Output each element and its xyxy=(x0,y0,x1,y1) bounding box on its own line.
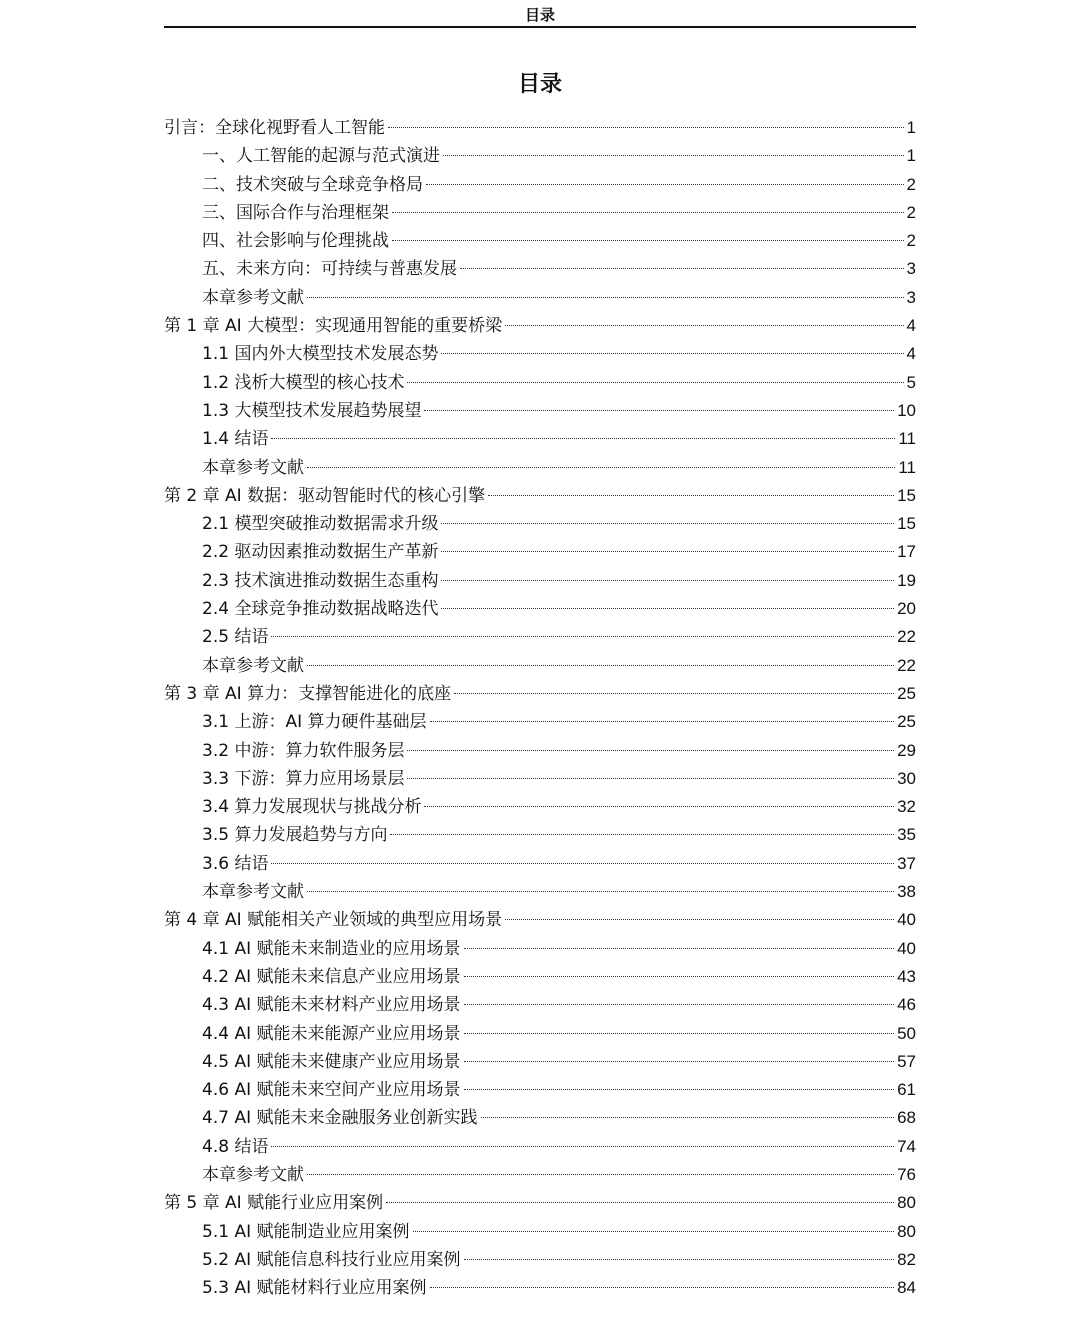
toc-section-entry[interactable] xyxy=(164,1133,916,1161)
toc-entry-page-number: 15 xyxy=(897,485,916,505)
toc-entry-page-number: 3 xyxy=(906,287,916,307)
toc-section-entry[interactable] xyxy=(164,142,916,170)
toc-dot-leader xyxy=(271,1146,894,1147)
toc-entry-title: 本章参考文献 xyxy=(202,287,304,308)
toc-entry-title: 4.8 结语 xyxy=(202,1136,269,1157)
toc-entry-title: 3.3 下游：算力应用场景层 xyxy=(202,768,405,789)
toc-entry-page-number: 80 xyxy=(897,1221,916,1241)
toc-dot-leader xyxy=(430,1287,895,1288)
toc-entry-title: 一、人工智能的起源与范式演进 xyxy=(202,146,440,167)
toc-entry-title: 3.5 算力发展趋势与方向 xyxy=(202,825,388,846)
toc-dot-leader xyxy=(307,1174,894,1175)
toc-entry-page-number: 1 xyxy=(906,118,916,137)
toc-section-entry[interactable] xyxy=(164,878,916,906)
toc-entry-title: 本章参考文献 xyxy=(202,457,304,478)
toc-dot-leader xyxy=(464,1033,895,1034)
toc-dot-leader xyxy=(307,891,894,892)
toc-entry-page-number: 3 xyxy=(906,259,916,279)
toc-section-entry[interactable] xyxy=(164,171,916,199)
toc-dot-leader xyxy=(454,693,894,694)
toc-section-entry[interactable] xyxy=(164,425,916,453)
toc-entry-title: 3.4 算力发展现状与挑战分析 xyxy=(202,797,422,818)
toc-dot-leader xyxy=(388,127,904,128)
toc-entry-page-number: 2 xyxy=(906,174,916,194)
toc-section-entry[interactable] xyxy=(164,255,916,283)
toc-entry-title: 二、技术突破与全球竞争格局 xyxy=(202,174,423,195)
toc-entry-page-number: 25 xyxy=(897,683,916,703)
toc-entry-title: 四、社会影响与伦理挑战 xyxy=(202,231,389,252)
toc-dot-leader xyxy=(407,778,894,779)
toc-section-entry[interactable] xyxy=(164,850,916,878)
page-title: 目录 xyxy=(517,72,562,97)
toc-section-entry[interactable] xyxy=(164,623,916,651)
toc-entry-title: 第 5 章 AI 赋能行业应用案例 xyxy=(164,1193,384,1214)
toc-chapter-entry[interactable] xyxy=(164,906,916,934)
toc-section-entry[interactable] xyxy=(164,397,916,425)
toc-entry-page-number: 80 xyxy=(897,1193,916,1213)
toc-entry-title: 4.7 AI 赋能未来金融服务业创新实践 xyxy=(202,1108,478,1129)
toc-dot-leader xyxy=(441,551,894,552)
toc-entry-page-number: 37 xyxy=(897,853,916,873)
toc-section-entry[interactable] xyxy=(164,737,916,765)
toc-section-entry[interactable] xyxy=(164,765,916,793)
toc-chapter-entry[interactable] xyxy=(164,1189,916,1217)
toc-section-entry[interactable] xyxy=(164,1104,916,1132)
toc-entry-title: 2.1 模型突破推动数据需求升级 xyxy=(202,514,439,535)
toc-section-entry[interactable] xyxy=(164,1048,916,1076)
toc-dot-leader xyxy=(488,495,894,496)
toc-section-entry[interactable] xyxy=(164,991,916,1019)
toc-section-entry[interactable] xyxy=(164,199,916,227)
toc-entry-title: 第 1 章 AI 大模型：实现通用智能的重要桥梁 xyxy=(164,316,503,337)
toc-dot-leader xyxy=(441,353,903,354)
toc-section-entry[interactable] xyxy=(164,510,916,538)
toc-entry-page-number: 46 xyxy=(897,995,916,1015)
toc-section-entry[interactable] xyxy=(164,1246,916,1274)
toc-chapter-entry[interactable] xyxy=(164,482,916,510)
toc-dot-leader xyxy=(481,1117,895,1118)
toc-entry-page-number: 11 xyxy=(898,457,916,477)
toc-entry-page-number: 15 xyxy=(897,514,916,534)
toc-dot-leader xyxy=(307,665,894,666)
toc-entry-title: 3.2 中游：算力软件服务层 xyxy=(202,740,405,761)
toc-section-entry[interactable] xyxy=(164,227,916,255)
toc-entry-page-number: 2 xyxy=(906,202,916,222)
toc-dot-leader xyxy=(460,268,904,269)
toc-dot-leader xyxy=(430,721,895,722)
toc-dot-leader xyxy=(464,1259,895,1260)
toc-entry-page-number: 10 xyxy=(897,400,916,420)
toc-entry-page-number: 29 xyxy=(897,740,916,760)
toc-dot-leader xyxy=(271,636,894,637)
toc-entry-title: 三、国际合作与治理框架 xyxy=(202,202,389,223)
toc-entry-title: 第 4 章 AI 赋能相关产业领域的典型应用场景 xyxy=(164,910,503,931)
toc-entry-title: 4.2 AI 赋能未来信息产业应用场景 xyxy=(202,966,461,987)
toc-entry-page-number: 40 xyxy=(897,938,916,958)
toc-entry-title: 五、未来方向：可持续与普惠发展 xyxy=(202,259,457,280)
toc-entry-title: 第 3 章 AI 算力：支撑智能进化的底座 xyxy=(164,683,452,704)
toc-entry-title: 本章参考文献 xyxy=(202,1164,304,1185)
toc-chapter-entry[interactable] xyxy=(164,114,916,142)
toc-section-entry[interactable] xyxy=(164,963,916,991)
toc-dot-leader xyxy=(407,382,903,383)
toc-section-entry[interactable] xyxy=(164,1218,916,1246)
toc-entry-title: 1.1 国内外大模型技术发展态势 xyxy=(202,344,439,365)
toc-entry-page-number: 84 xyxy=(897,1278,916,1298)
toc-entry-page-number: 5 xyxy=(906,372,916,392)
toc-entry-title: 3.1 上游：AI 算力硬件基础层 xyxy=(202,712,427,733)
toc-entry-title: 5.3 AI 赋能材料行业应用案例 xyxy=(202,1278,427,1299)
toc-dot-leader xyxy=(426,184,904,185)
toc-entry-title: 2.3 技术演进推动数据生态重构 xyxy=(202,570,439,591)
running-header-title: 目录 xyxy=(524,6,555,24)
toc-entry-title: 4.6 AI 赋能未来空间产业应用场景 xyxy=(202,1080,461,1101)
toc-entry-title: 1.2 浅析大模型的核心技术 xyxy=(202,372,405,393)
toc-section-entry[interactable] xyxy=(164,369,916,397)
toc-section-entry[interactable] xyxy=(164,821,916,849)
toc-section-entry[interactable] xyxy=(164,1161,916,1189)
toc-section-entry[interactable] xyxy=(164,567,916,595)
toc-dot-leader xyxy=(392,212,904,213)
toc-dot-leader xyxy=(443,155,904,156)
toc-entry-page-number: 20 xyxy=(897,599,916,619)
toc-entry-page-number: 50 xyxy=(897,1023,916,1043)
toc-entry-title: 引言：全球化视野看人工智能 xyxy=(164,118,385,138)
toc-entry-page-number: 2 xyxy=(906,231,916,251)
toc-section-entry[interactable] xyxy=(164,1274,916,1302)
toc-entry-title: 2.2 驱动因素推动数据生产革新 xyxy=(202,542,439,563)
toc-entry-title: 4.3 AI 赋能未来材料产业应用场景 xyxy=(202,995,461,1016)
toc-section-entry[interactable] xyxy=(164,1076,916,1104)
toc-dot-leader xyxy=(505,325,903,326)
toc-dot-leader xyxy=(464,948,895,949)
toc-dot-leader xyxy=(505,919,894,920)
toc-dot-leader xyxy=(441,580,894,581)
toc-section-entry[interactable] xyxy=(164,538,916,566)
toc-section-entry[interactable] xyxy=(164,793,916,821)
running-header xyxy=(164,4,916,28)
toc-dot-leader xyxy=(464,976,895,977)
toc-entry-page-number: 19 xyxy=(897,570,916,590)
toc-entry-page-number: 68 xyxy=(897,1108,916,1128)
toc-dot-leader xyxy=(441,523,894,524)
toc-dot-leader xyxy=(464,1004,895,1005)
toc-dot-leader xyxy=(390,834,894,835)
toc-entry-title: 4.1 AI 赋能未来制造业的应用场景 xyxy=(202,938,461,959)
toc-entry-title: 5.2 AI 赋能信息科技行业应用案例 xyxy=(202,1249,461,1270)
toc-entry-page-number: 25 xyxy=(897,712,916,732)
toc-entry-page-number: 22 xyxy=(897,627,916,647)
toc-section-entry[interactable] xyxy=(164,340,916,368)
toc-dot-leader xyxy=(307,297,904,298)
toc-entry-title: 4.4 AI 赋能未来能源产业应用场景 xyxy=(202,1023,461,1044)
toc-dot-leader xyxy=(271,438,895,439)
toc-entry-title: 4.5 AI 赋能未来健康产业应用场景 xyxy=(202,1051,461,1072)
toc-entry-page-number: 11 xyxy=(898,429,916,449)
toc-chapter-entry[interactable] xyxy=(164,312,916,340)
toc-section-entry[interactable] xyxy=(164,454,916,482)
toc-dot-leader xyxy=(271,863,894,864)
toc-section-entry[interactable] xyxy=(164,595,916,623)
toc-entry-title: 1.3 大模型技术发展趋势展望 xyxy=(202,400,422,421)
table-of-contents xyxy=(164,114,916,1302)
toc-dot-leader xyxy=(386,1202,894,1203)
toc-dot-leader xyxy=(413,1231,895,1232)
toc-entry-title: 3.6 结语 xyxy=(202,853,269,874)
toc-entry-page-number: 38 xyxy=(897,882,916,902)
toc-entry-page-number: 22 xyxy=(897,655,916,675)
toc-entry-page-number: 30 xyxy=(897,768,916,788)
toc-dot-leader xyxy=(424,806,894,807)
toc-entry-page-number: 35 xyxy=(897,825,916,845)
toc-section-entry[interactable] xyxy=(164,284,916,312)
toc-entry-page-number: 1 xyxy=(906,146,916,166)
toc-entry-title: 本章参考文献 xyxy=(202,882,304,903)
toc-entry-page-number: 76 xyxy=(897,1164,916,1184)
toc-entry-title: 5.1 AI 赋能制造业应用案例 xyxy=(202,1221,410,1242)
toc-entry-page-number: 4 xyxy=(906,344,916,364)
toc-entry-page-number: 74 xyxy=(897,1136,916,1156)
toc-dot-leader xyxy=(464,1089,895,1090)
toc-section-entry[interactable] xyxy=(164,1020,916,1048)
toc-section-entry[interactable] xyxy=(164,652,916,680)
toc-entry-title: 1.4 结语 xyxy=(202,429,269,450)
toc-chapter-entry[interactable] xyxy=(164,680,916,708)
toc-dot-leader xyxy=(424,410,894,411)
toc-entry-page-number: 61 xyxy=(897,1080,916,1100)
toc-dot-leader xyxy=(307,467,895,468)
toc-entry-page-number: 43 xyxy=(897,966,916,986)
toc-section-entry[interactable] xyxy=(164,935,916,963)
toc-section-entry[interactable] xyxy=(164,708,916,736)
toc-entry-title: 2.5 结语 xyxy=(202,627,269,648)
toc-entry-page-number: 40 xyxy=(897,910,916,930)
toc-entry-page-number: 17 xyxy=(897,542,916,562)
toc-entry-title: 2.4 全球竞争推动数据战略迭代 xyxy=(202,599,439,620)
toc-entry-page-number: 82 xyxy=(897,1249,916,1269)
toc-entry-title: 本章参考文献 xyxy=(202,655,304,676)
toc-entry-page-number: 4 xyxy=(906,316,916,336)
toc-dot-leader xyxy=(464,1061,895,1062)
toc-dot-leader xyxy=(441,608,894,609)
toc-entry-title: 第 2 章 AI 数据：驱动智能时代的核心引擎 xyxy=(164,485,486,506)
toc-entry-page-number: 32 xyxy=(897,797,916,817)
toc-dot-leader xyxy=(392,240,904,241)
toc-entry-page-number: 57 xyxy=(897,1051,916,1071)
toc-dot-leader xyxy=(407,750,894,751)
